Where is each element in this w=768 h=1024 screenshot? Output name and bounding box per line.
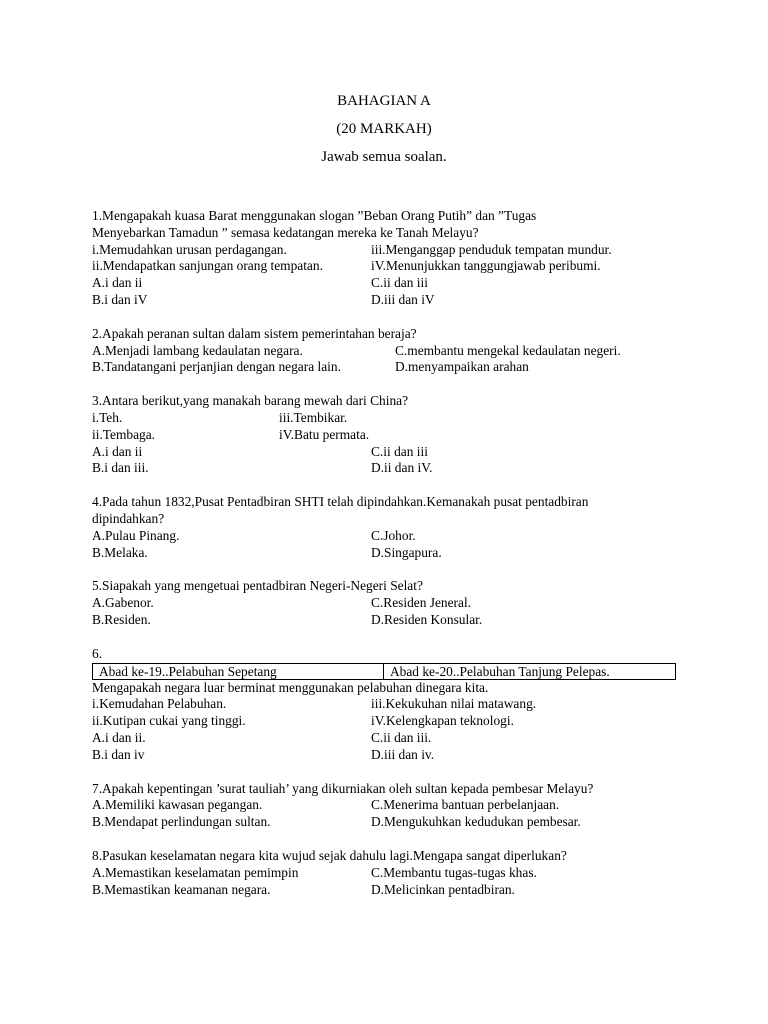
option-text: B.i dan iV xyxy=(92,291,148,307)
option-text: A.i dan ii. xyxy=(92,729,146,745)
option-text: i.Kemudahan Pelabuhan. xyxy=(92,696,227,712)
question-stem-line: 3.Antara berikut,yang manakah barang mewah dari China? xyxy=(92,393,409,409)
option-row xyxy=(92,595,692,612)
option-text: A.Memiliki kawasan pegangan. xyxy=(92,797,263,813)
question-number: 6. xyxy=(92,645,103,661)
option-text: C.ii dan iii. xyxy=(371,729,432,745)
option-text: A.Menjadi lambang kedaulatan negara. xyxy=(92,342,303,358)
option-text: B.i dan iii. xyxy=(92,460,149,476)
question-list xyxy=(92,208,692,915)
question-4 xyxy=(92,494,692,561)
option-row xyxy=(92,528,692,545)
table-cell: Abad ke-20..Pelabuhan Tanjung Pelepas. xyxy=(384,663,676,679)
option-text: C.Johor. xyxy=(371,527,416,543)
option-text: ii.Kutipan cukai yang tinggi. xyxy=(92,713,246,729)
option-text: D.Residen Konsular. xyxy=(371,611,483,627)
option-text: iV.Kelengkapan teknologi. xyxy=(371,713,514,729)
question-7 xyxy=(92,781,692,831)
option-row xyxy=(92,882,692,899)
option-text: B.i dan iv xyxy=(92,746,145,762)
option-text: B.Tandatangani perjanjian dengan negara lain. xyxy=(92,359,341,375)
option-text: iii.Menganggap penduduk tempatan mundur. xyxy=(371,241,612,257)
comparison-table xyxy=(92,663,676,680)
option-text: D.iii dan iv. xyxy=(371,746,435,762)
option-text: A.i dan ii xyxy=(92,275,143,291)
option-row xyxy=(92,814,692,831)
option-text: C.Residen Jeneral. xyxy=(371,595,472,611)
option-row xyxy=(92,444,692,461)
option-text: B.Residen. xyxy=(92,611,151,627)
option-text: i.Teh. xyxy=(92,409,123,425)
question-stem-line: Menyebarkan Tamadun ” semasa kedatangan mereka ke Tanah Melayu? xyxy=(92,224,479,240)
option-row xyxy=(92,427,692,444)
section-title: BAHAGIAN A xyxy=(337,93,431,109)
option-text: C.Menerima bantuan perbelanjaan. xyxy=(371,797,560,813)
section-instruction: Jawab semua soalan. xyxy=(321,149,447,165)
question-stem-line: dipindahkan? xyxy=(92,510,165,526)
option-text: iii.Tembikar. xyxy=(279,409,348,425)
option-text: iii.Kekukuhan nilai matawang. xyxy=(371,696,537,712)
question-6 xyxy=(92,646,692,764)
option-row xyxy=(92,410,692,427)
option-row xyxy=(92,797,692,814)
table-row xyxy=(93,663,676,679)
option-text: D.Singapura. xyxy=(371,544,442,560)
option-row xyxy=(92,242,692,259)
question-stem-line: Mengapakah negara luar berminat menggunakan pelabuhan dinegara kita. xyxy=(92,679,489,695)
option-text: A.Pulau Pinang. xyxy=(92,527,180,543)
question-stem-line: 5.Siapakah yang mengetuai pentadbiran Negeri-Negeri Selat? xyxy=(92,578,423,594)
option-text: A.Memastikan keselamatan pemimpin xyxy=(92,864,299,880)
option-text: B.Melaka. xyxy=(92,544,148,560)
option-row xyxy=(92,713,692,730)
option-text: B.Mendapat perlindungan sultan. xyxy=(92,814,271,830)
option-row xyxy=(92,545,692,562)
option-text: i.Memudahkan urusan perdagangan. xyxy=(92,241,287,257)
option-text: A.Gabenor. xyxy=(92,595,154,611)
option-text: iV.Batu permata. xyxy=(279,426,370,442)
option-text: D.Melicinkan pentadbiran. xyxy=(371,881,515,897)
question-stem-line: 4.Pada tahun 1832,Pusat Pentadbiran SHTI telah dipindahkan.Kemanakah pusat pentadbiran xyxy=(92,494,589,510)
option-text: C.ii dan iii xyxy=(371,443,428,459)
option-text: iV.Menunjukkan tanggungjawab peribumi. xyxy=(371,258,601,274)
option-row xyxy=(92,460,692,477)
question-stem-line: 8.Pasukan keselamatan negara kita wujud sejak dahulu lagi.Mengapa sangat diperlukan? xyxy=(92,847,567,863)
question-3 xyxy=(92,393,692,477)
option-row xyxy=(92,730,692,747)
option-text: C.Membantu tugas-tugas khas. xyxy=(371,864,537,880)
option-text: C.ii dan iii xyxy=(371,275,428,291)
question-stem-line: 2.Apakah peranan sultan dalam sistem pemerintahan beraja? xyxy=(92,325,417,341)
option-text: A.i dan ii xyxy=(92,443,143,459)
question-1 xyxy=(92,208,692,309)
section-header xyxy=(0,87,768,171)
option-row xyxy=(92,747,692,764)
question-stem-line: 1.Mengapakah kuasa Barat menggunakan slogan ”Beban Orang Putih” dan ”Tugas xyxy=(92,208,537,223)
option-row xyxy=(92,612,692,629)
option-text: D.Mengukuhkan kedudukan pembesar. xyxy=(371,814,581,830)
question-stem-line: 7.Apakah kepentingan ’surat tauliah’ yang dikurniakan oleh sultan kepada pembesar Melayu? xyxy=(92,780,594,796)
question-2 xyxy=(92,326,692,376)
question-8 xyxy=(92,848,692,898)
option-text: ii.Tembaga. xyxy=(92,426,156,442)
option-row xyxy=(92,343,692,360)
option-text: D.iii dan iV xyxy=(371,291,435,307)
option-row xyxy=(92,696,692,713)
option-row xyxy=(92,258,692,275)
option-row xyxy=(92,359,692,376)
option-text: D.menyampaikan arahan xyxy=(395,359,529,375)
option-text: B.Memastikan keamanan negara. xyxy=(92,881,271,897)
table-cell: Abad ke-19..Pelabuhan Sepetang xyxy=(93,663,384,679)
option-row xyxy=(92,275,692,292)
option-text: D.ii dan iV. xyxy=(371,460,433,476)
option-row xyxy=(92,292,692,309)
question-5 xyxy=(92,578,692,628)
option-text: C.membantu mengekal kedaulatan negeri. xyxy=(395,342,621,358)
section-marks: (20 MARKAH) xyxy=(336,121,432,137)
option-row xyxy=(92,865,692,882)
option-text: ii.Mendapatkan sanjungan orang tempatan. xyxy=(92,258,323,274)
